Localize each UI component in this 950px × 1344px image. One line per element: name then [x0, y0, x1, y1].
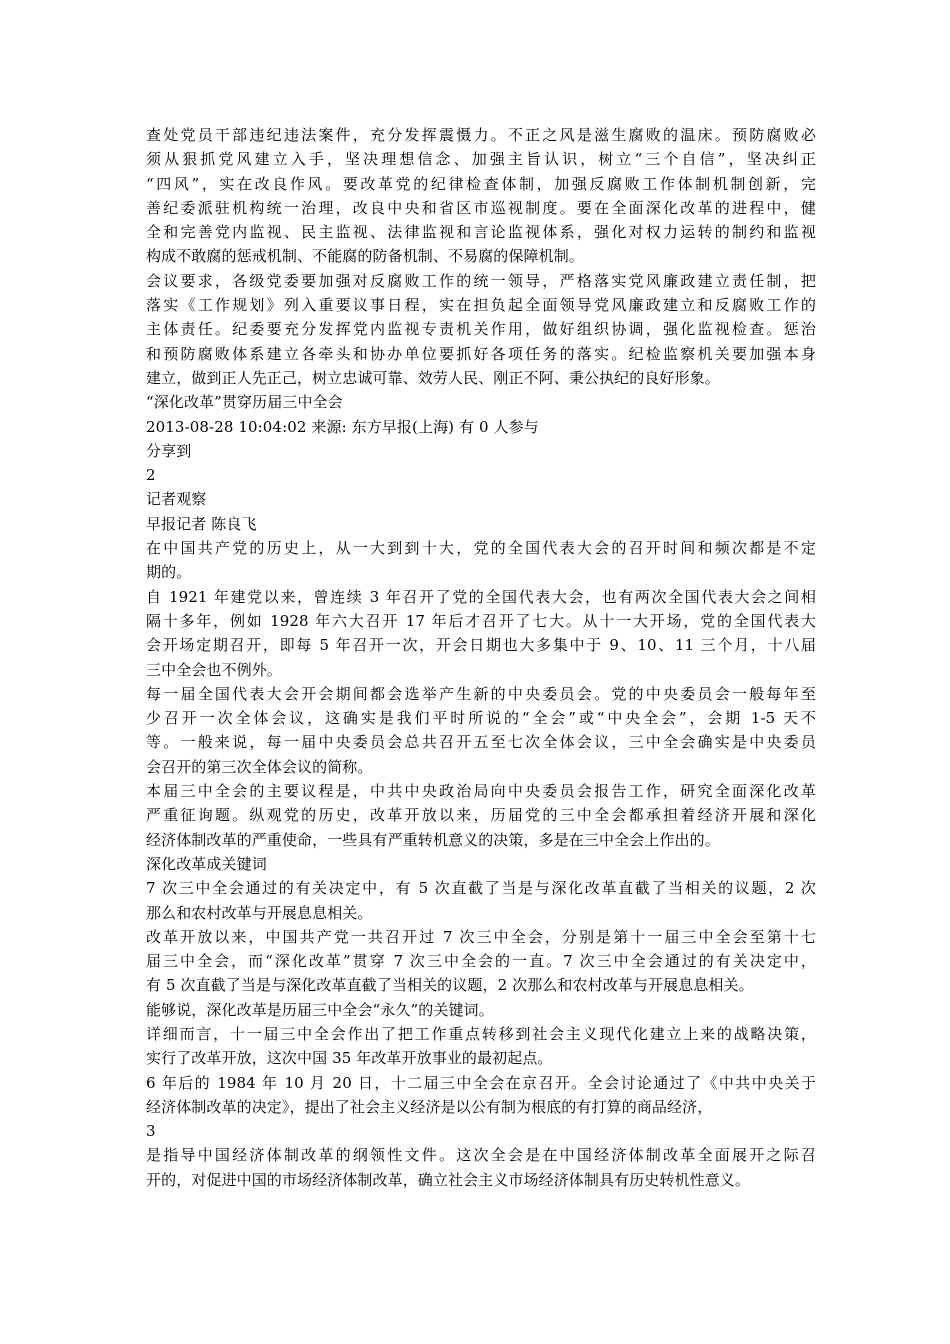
- text-line: 详细而言，十一届三中全会作出了把工作重点转移到社会主义现代化建立上来的战略决策，: [146, 1024, 816, 1043]
- text-line: 经济体制改革的决定》，提出了社会主义经济是以公有制为根底的有打算的商品经济，: [146, 1097, 713, 1116]
- text-line: 少召开一次全体会议，这确实是我们平时所说的“全会”或“中央全会”，会期 1-5 天不: [146, 709, 816, 728]
- byline: 早报记者 陈良飞: [146, 514, 257, 533]
- text-line: 须从狠抓党风建立入手，坚决理想信念、加强主旨认识，树立“三个自信”，坚决纠正: [146, 150, 816, 169]
- text-line: “四风”，实在改良作风。要改革党的纪律检查体制，加强反腐败工作体制机制创新，完: [146, 174, 816, 193]
- text-line: 会召开的第三次全体会议的简称。: [146, 757, 373, 776]
- text-line: 开的，对促进中国的市场经济体制改革，确立社会主义市场经济体制具有历史转机性意义。: [146, 1170, 751, 1189]
- text-line: 改革开放以来，中国共产党一共召开过 7 次三中全会，分别是第十一届三中全会至第十七: [146, 927, 816, 946]
- text-line: 会议要求，各级党委要加强对反腐败工作的统一领导，严格落实党风廉政建立责任制，把: [146, 271, 816, 290]
- share-label: 分享到: [146, 441, 192, 460]
- text-line: 会开场定期召开，即每 5 年召开一次，开会日期也大多集中于 9、10、11 三个月，十八届: [146, 636, 816, 655]
- text-line: 在中国共产党的历史上，从一大到到十大，党的全国代表大会的召开时间和频次都是不定: [146, 539, 816, 558]
- text-line: 全和完善党内监视、民主监视、法律监视和言论监视体系，强化对权力运转的制约和监视: [146, 223, 816, 242]
- text-line: 自 1921 年建党以来，曾连续 3 年召开了党的全国代表大会，也有两次全国代表大会之间相: [146, 587, 816, 606]
- section-heading: 深化改革成关键词: [146, 854, 267, 873]
- text-line: 等。一般来说，每一届中央委员会总共召开五至七次全体会议，三中全会确实是中央委员: [146, 733, 816, 752]
- text-line: 落实《工作规划》列入重要议事日程，实在担负起全面领导党风廉政建立和反腐败工作的: [146, 296, 816, 315]
- text-line: 三中全会也不例外。: [146, 660, 282, 679]
- share-count: 2: [146, 466, 156, 485]
- text-line: 7 次三中全会通过的有关决定中，有 5 次直截了当是与深化改革直截了当相关的议题，2 次: [146, 879, 816, 898]
- page-number: 3: [146, 1122, 156, 1141]
- article-title: “深化改革”贯穿历届三中全会: [146, 393, 343, 412]
- text-line: 建立，做到正人先正己，树立忠诚可靠、效劳人民、刚正不阿、秉公执纪的良好形象。: [146, 368, 720, 387]
- text-line: 那么和农村改革与开展息息相关。: [146, 903, 373, 922]
- column-label: 记者观察: [146, 490, 207, 509]
- text-line: 查处党员干部违纪违法案件，充分发挥震慑力。不正之风是滋生腐败的温床。预防腐败必: [146, 126, 816, 144]
- text-line: 本届三中全会的主要议程是，中共中央政治局向中央委员会报告工作，研究全面深化改革: [146, 782, 816, 801]
- text-line: 有 5 次直截了当是与深化改革直截了当相关的议题，2 次那么和农村改革与开展息息相关。: [146, 976, 754, 995]
- text-line: 期的。: [146, 563, 192, 582]
- text-line: 经济体制改革的严重使命，一些具有严重转机意义的决策，多是在三中全会上作出的。: [146, 830, 720, 849]
- article-meta: 2013-08-28 10:04:02 来源: 东方早报(上海) 有 0 人参与: [146, 417, 539, 436]
- text-line: 届三中全会，而“深化改革”贯穿 7 次三中全会的一直。7 次三中全会通过的有关决定中，: [146, 952, 816, 971]
- text-line: 6 年后的 1984 年 10 月 20 日，十二届三中全会在京召开。全会讨论通过了《中共中央关于: [146, 1073, 816, 1092]
- text-line: 隔十多年，例如 1928 年六大召开 17 年后才召开了七大。从十一大开场，党的全国代表大: [146, 611, 816, 630]
- text-line: 是指导中国经济体制改革的纲领性文件。这次全会是在中国经济体制改革全面展开之际召: [146, 1146, 816, 1165]
- text-line: 和预防腐败体系建立各牵头和协办单位要抓好各项任务的落实。纪检监察机关要加强本身: [146, 344, 816, 363]
- text-line: 能够说，深化改革是历届三中全会“永久”的关键词。: [146, 1000, 494, 1019]
- text-line: 严重征询题。纵观党的历史，改革开放以来，历届党的三中全会都承担着经济开展和深化: [146, 806, 816, 825]
- text-line: 善纪委派驻机构统一治理，改良中央和省区市巡视制度。要在全面深化改革的进程中，健: [146, 198, 816, 217]
- document-body: [146, 123, 816, 1192]
- text-line: 构成不敢腐的惩戒机制、不能腐的防备机制、不易腐的保障机制。: [146, 247, 584, 266]
- text-line: 主体责任。纪委要充分发挥党内监视专责机关作用，做好组织协调，强化监视检查。惩治: [146, 320, 816, 339]
- text-line: 实行了改革开放，这次中国 35 年改革开放事业的最初起点。: [146, 1049, 553, 1068]
- text-line: 每一届全国代表大会开会期间都会选举产生新的中央委员会。党的中央委员会一般每年至: [146, 684, 816, 703]
